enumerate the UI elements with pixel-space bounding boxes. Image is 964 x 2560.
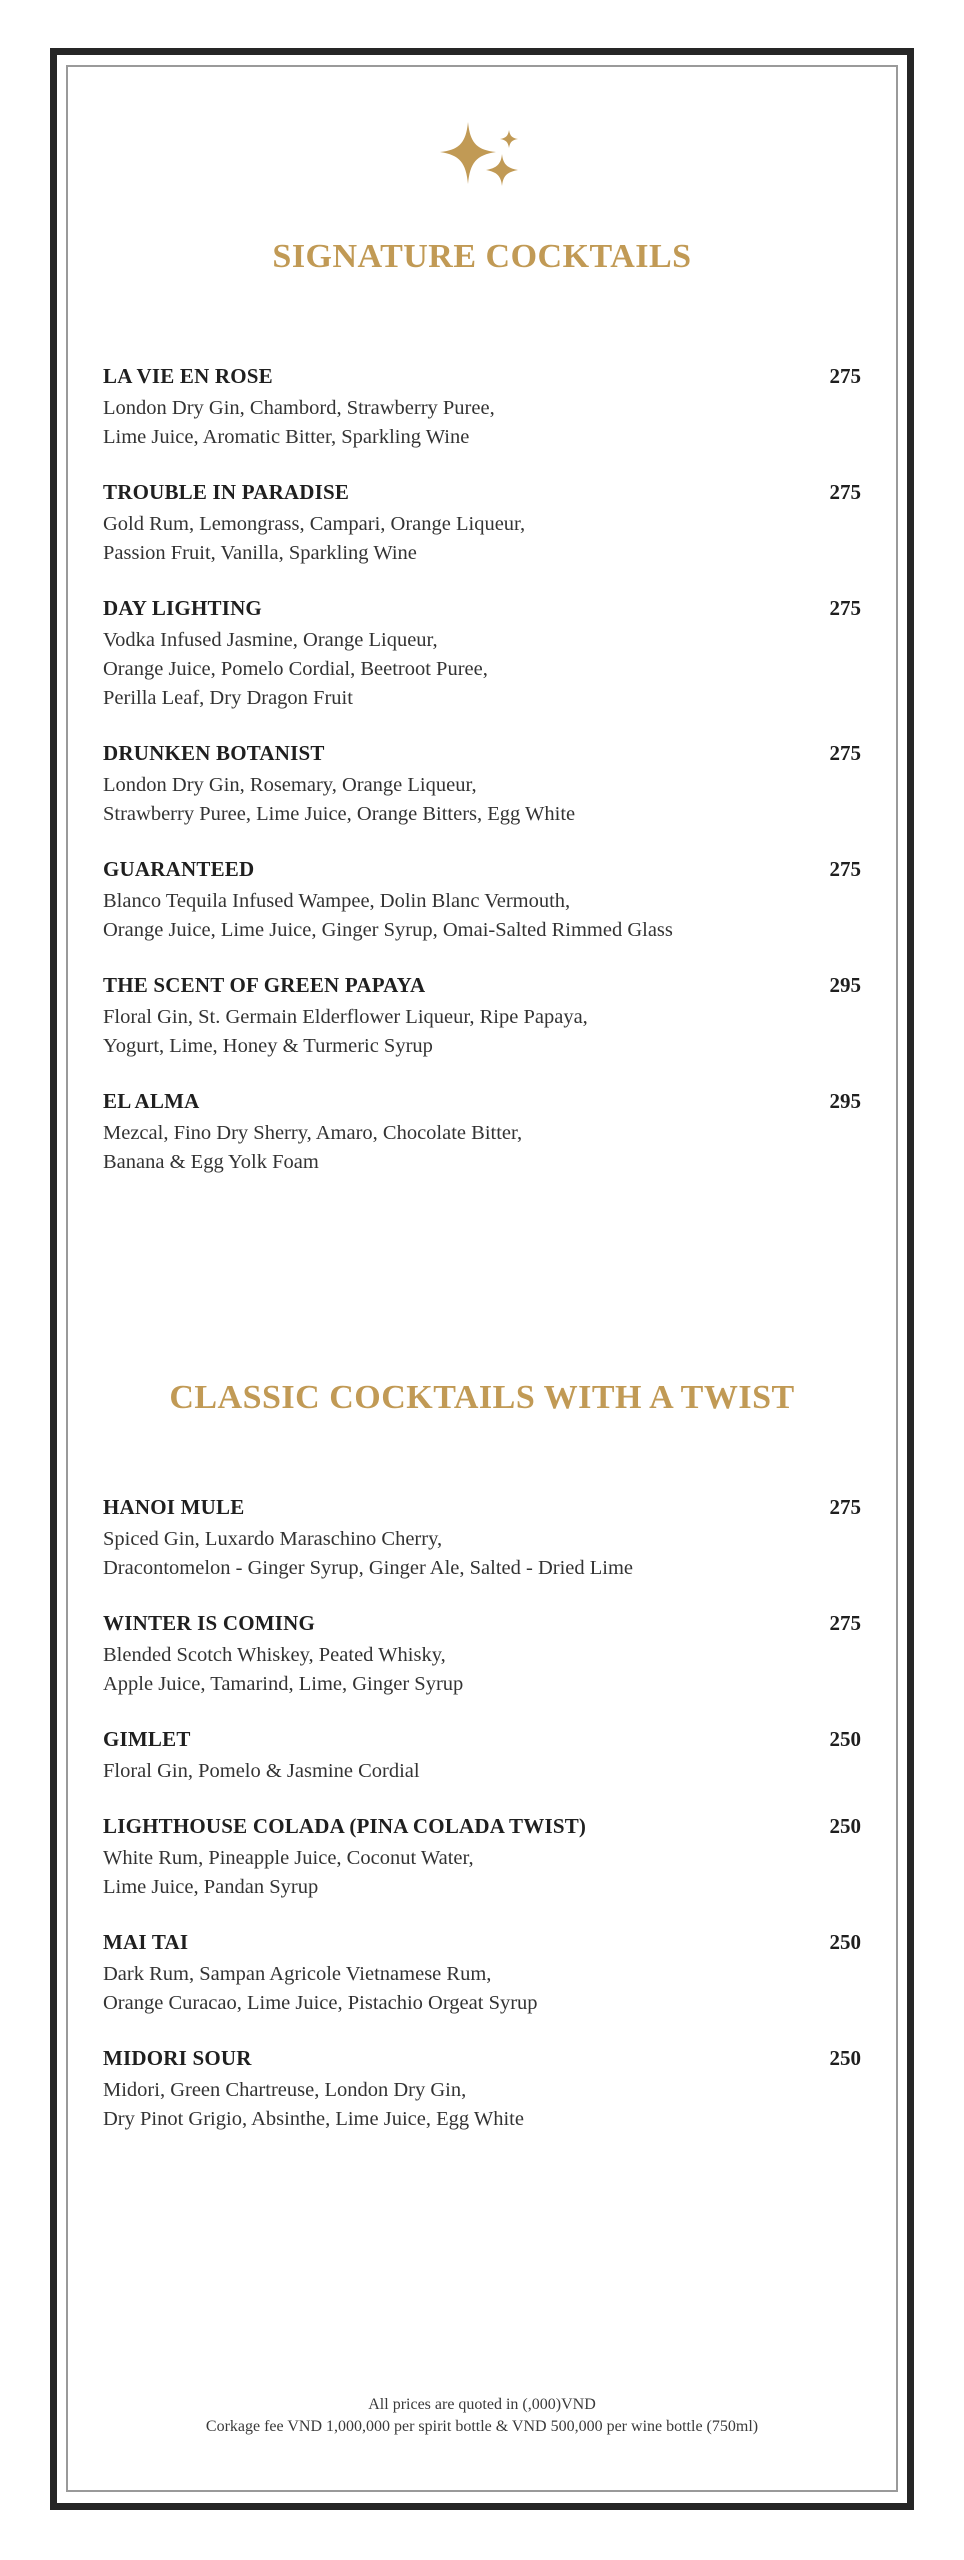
cocktail-name: THE SCENT OF GREEN PAPAYA <box>103 973 426 997</box>
menu-item <box>103 2046 863 2134</box>
cocktail-name: EL ALMA <box>103 1089 200 1113</box>
menu-item <box>103 1930 863 2018</box>
menu-item <box>103 596 863 713</box>
cocktail-ingredients <box>103 2076 863 2134</box>
cocktail-price: 275 <box>829 741 861 765</box>
menu-item <box>103 1495 863 1583</box>
ingredient-line: Strawberry Puree, Lime Juice, Orange Bitters, Egg White <box>103 803 576 825</box>
ingredient-line: Dracontomelon - Ginger Syrup, Ginger Ale, Salted - Dried Lime <box>103 1557 634 1579</box>
menu-item-header <box>103 1495 863 1525</box>
menu-item <box>103 1611 863 1699</box>
cocktail-name: DRUNKEN BOTANIST <box>103 741 325 765</box>
cocktail-ingredients <box>103 1119 863 1177</box>
cocktail-ingredients <box>103 1003 863 1061</box>
menu-item-header <box>103 1611 863 1641</box>
ingredient-line: London Dry Gin, Rosemary, Orange Liqueur, <box>103 774 477 796</box>
menu-item <box>103 741 863 829</box>
cocktail-name: GIMLET <box>103 1727 191 1751</box>
cocktail-price: 275 <box>829 1495 861 1519</box>
ingredient-line: Orange Juice, Lime Juice, Ginger Syrup, Omai-Salted Rimmed Glass <box>103 919 673 941</box>
cocktail-name: LIGHTHOUSE COLADA (PINA COLADA TWIST) <box>103 1814 587 1838</box>
cocktail-ingredients <box>103 1960 863 2018</box>
menu-item-header <box>103 1930 863 1960</box>
cocktail-ingredients <box>103 1641 863 1699</box>
ingredient-line: Dry Pinot Grigio, Absinthe, Lime Juice, Egg White <box>103 2108 524 2130</box>
cocktail-price: 250 <box>829 1814 861 1838</box>
cocktail-ingredients <box>103 510 863 568</box>
ingredient-line: White Rum, Pineapple Juice, Coconut Water, <box>103 1847 474 1869</box>
signature-cocktail-list <box>103 364 863 1205</box>
cocktail-name: DAY LIGHTING <box>103 596 262 620</box>
cocktail-price: 275 <box>829 596 861 620</box>
cocktail-price: 295 <box>829 973 861 997</box>
cocktail-name: TROUBLE IN PARADISE <box>103 480 350 504</box>
menu-item-header <box>103 364 863 394</box>
menu-item <box>103 973 863 1061</box>
menu-item <box>103 1814 863 1902</box>
cocktail-ingredients <box>103 394 863 452</box>
ingredient-line: Gold Rum, Lemongrass, Campari, Orange Liqueur, <box>103 513 526 535</box>
cocktail-ingredients <box>103 1844 863 1902</box>
cocktail-ingredients <box>103 1757 863 1786</box>
cocktail-name: MIDORI SOUR <box>103 2046 252 2070</box>
ingredient-line: Lime Juice, Pandan Syrup <box>103 1876 319 1898</box>
signature-section-title: SIGNATURE COCKTAILS <box>272 238 692 275</box>
ingredient-line: Vodka Infused Jasmine, Orange Liqueur, <box>103 629 438 651</box>
cocktail-ingredients <box>103 1525 863 1583</box>
ingredient-line: Mezcal, Fino Dry Sherry, Amaro, Chocolate Bitter, <box>103 1122 523 1144</box>
menu-item <box>103 1089 863 1177</box>
classic-section-title: CLASSIC COCKTAILS WITH A TWIST <box>169 1379 795 1416</box>
price-footnote <box>0 2394 964 2438</box>
corkage-fee-note: Corkage fee VND 1,000,000 per spirit bottle & VND 500,000 per wine bottle (750ml) <box>205 2418 759 2435</box>
ingredient-line: Passion Fruit, Vanilla, Sparkling Wine <box>103 542 417 564</box>
classic-cocktail-list <box>103 1495 863 2162</box>
cocktail-name: WINTER IS COMING <box>103 1611 316 1635</box>
menu-item <box>103 480 863 568</box>
menu-item-header <box>103 741 863 771</box>
cocktail-price: 275 <box>829 480 861 504</box>
ingredient-line: Perilla Leaf, Dry Dragon Fruit <box>103 687 353 709</box>
menu-item-header <box>103 480 863 510</box>
ingredient-line: Orange Curacao, Lime Juice, Pistachio Orgeat Syrup <box>103 1992 538 2014</box>
cocktail-price: 275 <box>829 857 861 881</box>
cocktail-name: GUARANTEED <box>103 857 255 881</box>
cocktail-ingredients <box>103 626 863 713</box>
cocktail-price: 275 <box>829 1611 861 1635</box>
cocktail-ingredients <box>103 771 863 829</box>
menu-item-header <box>103 2046 863 2076</box>
cocktail-name: LA VIE EN ROSE <box>103 364 273 388</box>
ingredient-line: Orange Juice, Pomelo Cordial, Beetroot Puree, <box>103 658 488 680</box>
ingredient-line: Yogurt, Lime, Honey & Turmeric Syrup <box>103 1035 433 1057</box>
menu-item <box>103 364 863 452</box>
ingredient-line: Banana & Egg Yolk Foam <box>103 1151 319 1173</box>
menu-item-header <box>103 596 863 626</box>
cocktail-price: 250 <box>829 1930 861 1954</box>
menu-item-header <box>103 1727 863 1757</box>
ingredient-line: Floral Gin, Pomelo & Jasmine Cordial <box>103 1760 420 1782</box>
price-currency-note: All prices are quoted in (,000)VND <box>368 2396 596 2413</box>
cocktail-price: 250 <box>829 2046 861 2070</box>
menu-item-header <box>103 1814 863 1844</box>
ingredient-line: Spiced Gin, Luxardo Maraschino Cherry, <box>103 1528 443 1550</box>
menu-item-header <box>103 857 863 887</box>
cocktail-price: 250 <box>829 1727 861 1751</box>
ingredient-line: Blended Scotch Whiskey, Peated Whisky, <box>103 1644 446 1666</box>
cocktail-price: 295 <box>829 1089 861 1113</box>
sparkles-icon <box>430 120 534 190</box>
ingredient-line: Midori, Green Chartreuse, London Dry Gin, <box>103 2079 467 2101</box>
ingredient-line: Apple Juice, Tamarind, Lime, Ginger Syrup <box>103 1673 464 1695</box>
cocktail-price: 275 <box>829 364 861 388</box>
ingredient-line: Blanco Tequila Infused Wampee, Dolin Blanc Vermouth, <box>103 890 571 912</box>
ingredient-line: Dark Rum, Sampan Agricole Vietnamese Rum, <box>103 1963 492 1985</box>
ingredient-line: London Dry Gin, Chambord, Strawberry Puree, <box>103 397 495 419</box>
menu-item <box>103 857 863 945</box>
ingredient-line: Floral Gin, St. Germain Elderflower Liqueur, Ripe Papaya, <box>103 1006 588 1028</box>
menu-item <box>103 1727 863 1786</box>
menu-item-header <box>103 973 863 1003</box>
menu-item-header <box>103 1089 863 1119</box>
cocktail-name: HANOI MULE <box>103 1495 245 1519</box>
cocktail-name: MAI TAI <box>103 1930 189 1954</box>
cocktail-ingredients <box>103 887 863 945</box>
ingredient-line: Lime Juice, Aromatic Bitter, Sparkling Wine <box>103 426 470 448</box>
